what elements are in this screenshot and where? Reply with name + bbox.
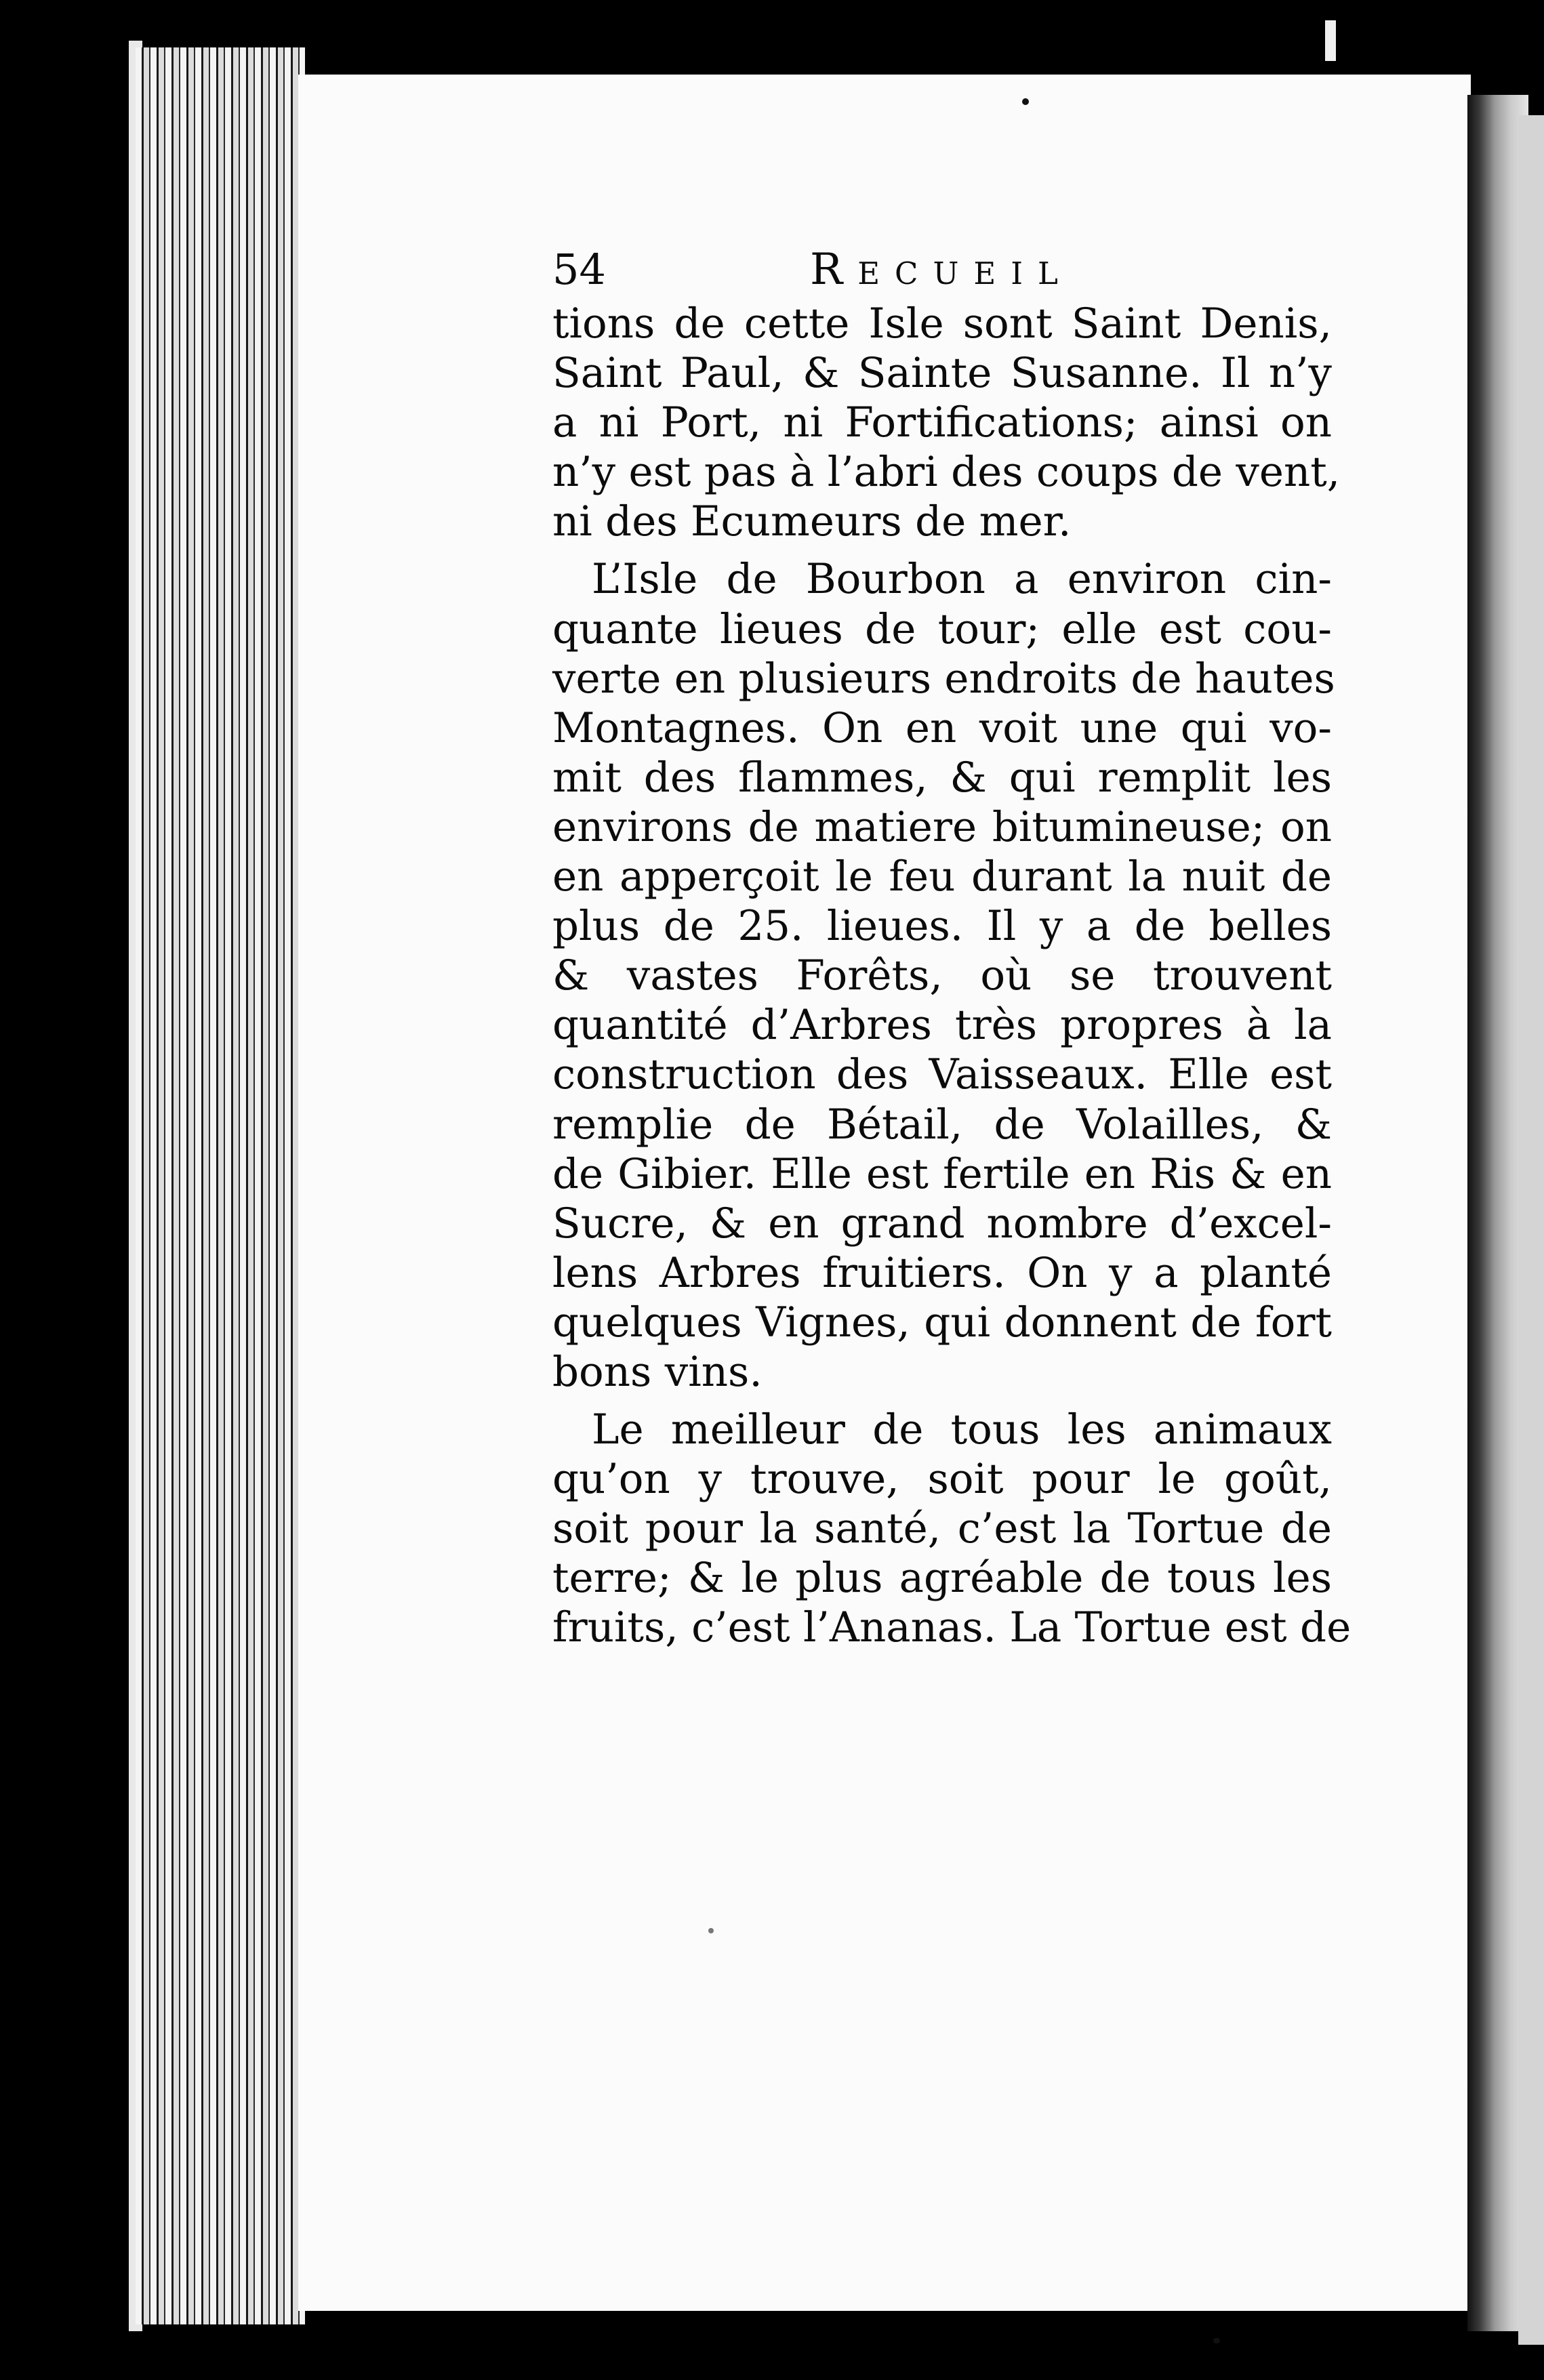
right-page-edge [1518,115,1544,2345]
text-line: remplie de Bétail, de Volailles, & [552,1100,1332,1149]
text-line: Saint Paul, & Sainte Susanne. Il n’y [552,349,1332,398]
paragraph [552,1405,1352,1652]
text-line: quantité d’Arbres très propres à la [552,1001,1332,1050]
running-title: Recueil [810,245,1073,295]
page-number: 54 [552,245,606,294]
book-page-edges [136,47,305,2324]
text-line: ni des Ecumeurs de mer. [552,497,1072,546]
text-line: & vastes Forêts, où se trouvent [552,951,1332,1000]
speck-mark [1213,2338,1220,2343]
text-line: n’y est pas à l’abri des coups de vent, [552,448,1341,497]
speck-mark [708,1928,714,1933]
text-line: a ni Port, ni Fortifications; ainsi on [552,398,1332,447]
text-line: L’Isle de Bourbon a environ cin- [592,555,1332,604]
running-head [552,241,1332,299]
text-line: environs de matiere bitumineuse; on [552,802,1332,851]
paragraph-gap [552,546,1332,554]
text-line: mit des flammes, & qui remplit les [552,753,1332,802]
text-line: fruits, c’est l’Ananas. La Tortue est de [552,1603,1352,1652]
paragraph-gap [552,1397,1332,1405]
top-margin-mark [1325,20,1336,61]
text-line: Sucre, & en grand nombre d’excel- [552,1199,1332,1248]
text-line: bons vins. [552,1347,763,1396]
text-line: quelques Vignes, qui donnent de fort [552,1298,1332,1347]
text-line: plus de 25. lieues. Il y a de belles [552,902,1332,951]
paragraph [552,299,1341,546]
text-line: soit pour la santé, c’est la Tortue de [552,1504,1332,1553]
text-line: construction des Vaisseaux. Elle est [552,1050,1332,1099]
text-line: lens Arbres fruitiers. On y a planté [552,1248,1332,1297]
text-line: Le meilleur de tous les animaux [592,1406,1332,1454]
text-line: qu’on y trouve, soit pour le goût, [552,1455,1332,1504]
text-line: Montagnes. On en voit une qui vo- [552,703,1332,752]
page-text [552,241,1352,1653]
paragraph [552,554,1335,1397]
text-line: en apperçoit le feu durant la nuit de [552,853,1332,901]
text-line: quante lieues de tour; elle est cou- [552,604,1332,653]
speck-mark [1022,98,1029,105]
text-line: terre; & le plus agréable de tous les [552,1554,1332,1603]
text-line: tions de cette Isle sont Saint Denis, [552,300,1332,348]
text-line: verte en plusieurs endroits de hautes [552,654,1335,703]
text-line: de Gibier. Elle est fertile en Ris & en [552,1149,1332,1198]
body-text [552,299,1352,1653]
